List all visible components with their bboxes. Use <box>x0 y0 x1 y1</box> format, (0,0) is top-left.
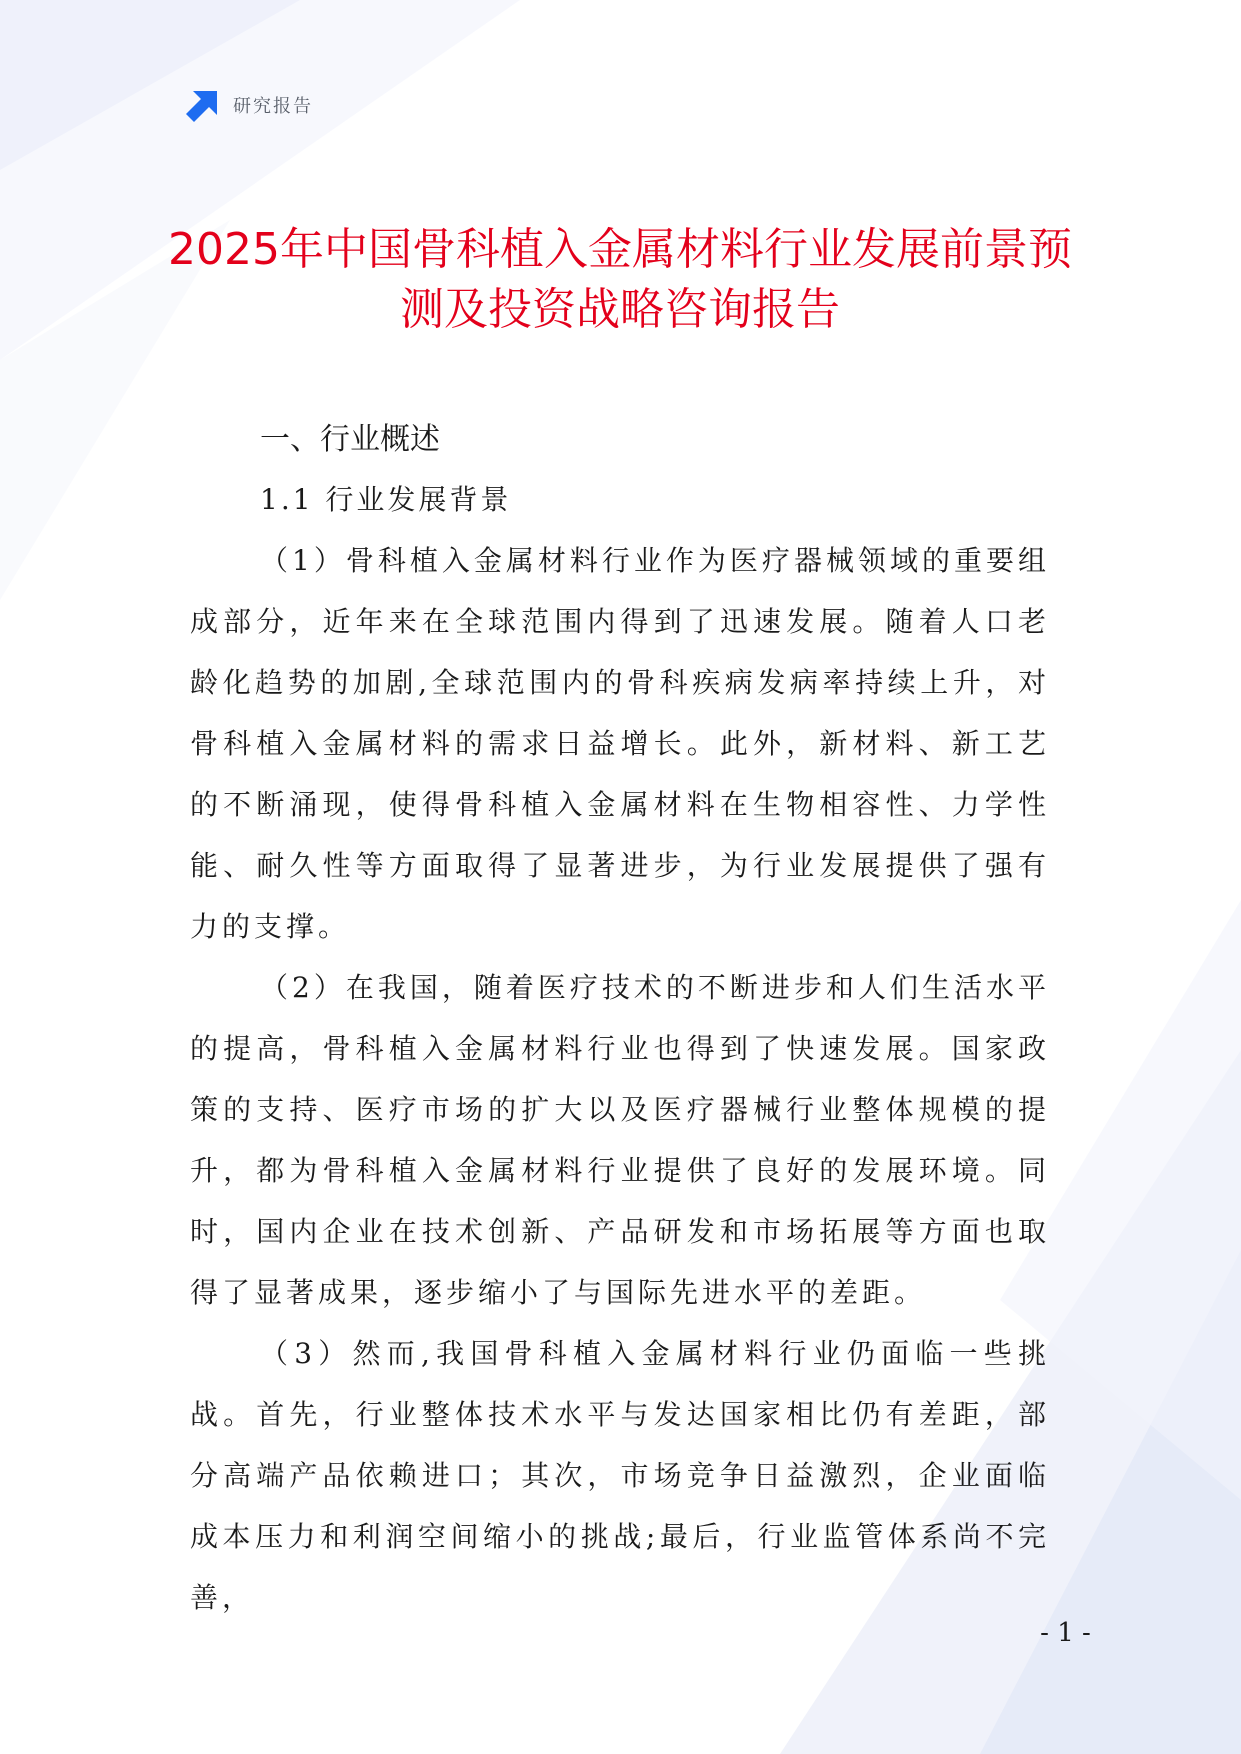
header-label: 研究报告 <box>233 96 313 117</box>
subsection-heading: 1.1 行业发展背景 <box>260 483 512 516</box>
report-header <box>185 86 313 124</box>
paragraph: （1）骨科植入金属材料行业作为医疗器械领域的重要组成部分，近年来在全球范围内得到了迅速发展。随着人口老龄化趋势的加剧,全球范围内的骨科疾病发病率持续上升，对骨科植入金属材料的需求日益增长。此外，新材料、新工艺的不断涌现，使得骨科植入金属材料在生物相容性、力学性能、耐久性等方面取得了显著进步，为行业发展提供了强有力的支撑。 <box>190 544 1050 943</box>
report-body <box>190 410 1050 1628</box>
arrow-up-right-icon <box>185 87 221 123</box>
report-title: 2025年中国骨科植入金属材料行业发展前景预测及投资战略咨询报告 <box>168 224 1072 335</box>
section-heading: 一、行业概述 <box>260 422 440 457</box>
page-number: - 1 - <box>1040 1618 1091 1648</box>
paragraph: （2）在我国，随着医疗技术的不断进步和人们生活水平的提高，骨科植入金属材料行业也得到了快速发展。国家政策的支持、医疗市场的扩大以及医疗器械行业整体规模的提升，都为骨科植入金属材料行业提供了良好的发展环境。同时，国内企业在技术创新、产品研发和市场拓展等方面也取得了显著成果，逐步缩小了与国际先进水平的差距。 <box>190 971 1050 1309</box>
paragraph: （3）然而,我国骨科植入金属材料行业仍面临一些挑战。首先，行业整体技术水平与发达国家相比仍有差距，部分高端产品依赖进口；其次，市场竞争日益激烈，企业面临成本压力和利润空间缩小的挑战;最后，行业监管体系尚不完善， <box>190 1337 1050 1614</box>
